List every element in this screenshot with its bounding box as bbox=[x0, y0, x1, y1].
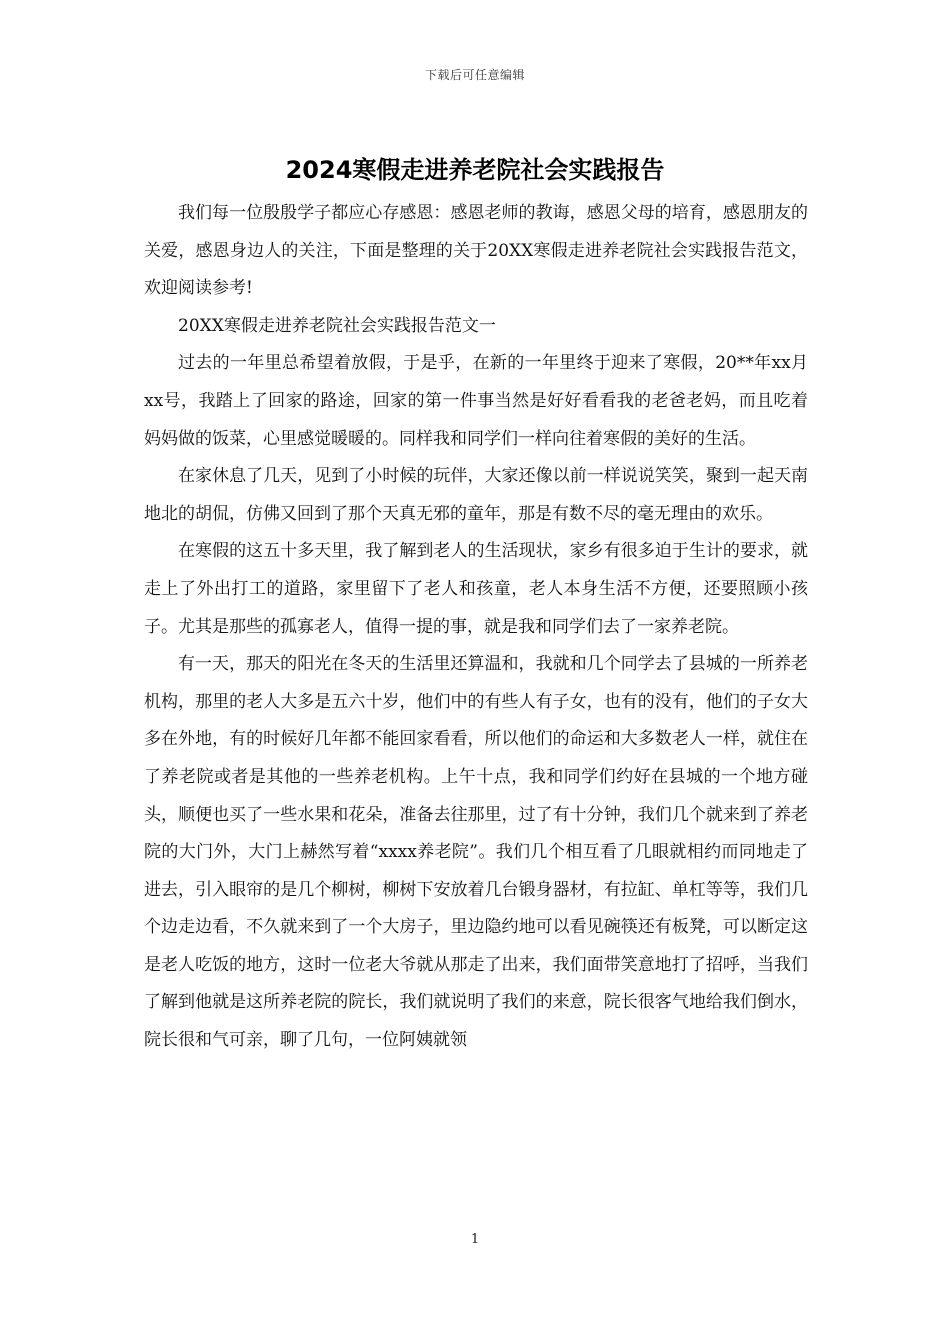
paragraph-subtitle: 20XX寒假走进养老院社会实践报告范文一 bbox=[178, 315, 496, 336]
paragraph-rest-at-home: 在家休息了几天，见到了小时候的玩伴，大家还像以前一样说说笑笑，聚到一起天南地北的胡侃，仿佛又回到了那个天真无邪的童年，那是有数不尽的毫无理由的欢乐。 bbox=[144, 466, 808, 524]
paragraph-nursing-home-visit: 有一天，那天的阳光在冬天的生活里还算温和，我就和几个同学去了县城的一所养老机构，那里的老人大多是五六十岁，他们中的有些人有子女，也有的没有，他们的子女大多在外地，有的时候好几年都不能回家看看，所以他们的命运和大多数老人一样，就住在了养老院或者是其他的一些养老机构。上午十点，我和同学们约好在县城的一个地方碰头，顺便也买了一些水果和花朵，准备去往那里，过了有十分钟，我们几个就来到了养老院的大门外，大门上赫然写着“xxxx养老院”。我们几个相互看了几眼就相约而同地走了进去，引入眼帘的是几个柳树，柳树下安放着几台锻身器材，有拉缸、单杠等等，我们几个边走边看，不久就来到了一个大房子，里边隐约地可以看见碗筷还有板凳，可以断定这是老人吃饭的地方，这时一位老大爷就从那走了出来，我们面带笑意地打了招呼，当我们了解到他就是这所养老院的院长，我们就说明了我们的来意，院长很客气地给我们倒水，院长很和气可亲，聊了几句，一位阿姨就领 bbox=[144, 654, 808, 1051]
page-header-note: 下载后可任意编辑 bbox=[424, 68, 525, 82]
paragraph-winter-vacation: 过去的一年里总希望着放假，于是乎，在新的一年里终于迎来了寒假，20**年xx月xx号，我踏上了回家的路途，回家的第一件事当然是好好看看我的老爸老妈，而且吃着妈妈做的饭菜，心里感觉暖暖的。同样我和同学们一样向往着寒假的美好的生活。 bbox=[144, 353, 808, 449]
paragraph-elderly-situation: 在寒假的这五十多天里，我了解到老人的生活现状，家乡有很多迫于生计的要求，就走上了外出打工的道路，家里留下了老人和孩童，老人本身生活不方便，还要照顾小孩子。尤其是那些的孤寡老人，值得一提的事，就是我和同学们去了一家养老院。 bbox=[144, 541, 808, 637]
page-number: 1 bbox=[470, 1232, 480, 1247]
paragraph-intro: 我们每一位殷殷学子都应心存感恩：感恩老师的教诲，感恩父母的培育，感恩朋友的关爱，感恩身边人的关注，下面是整理的关于20XX寒假走进养老院社会实践报告范文，欢迎阅读参考! bbox=[144, 203, 808, 299]
document-body bbox=[144, 195, 808, 1060]
document-title: 2024寒假走进养老院社会实践报告 bbox=[285, 156, 665, 184]
